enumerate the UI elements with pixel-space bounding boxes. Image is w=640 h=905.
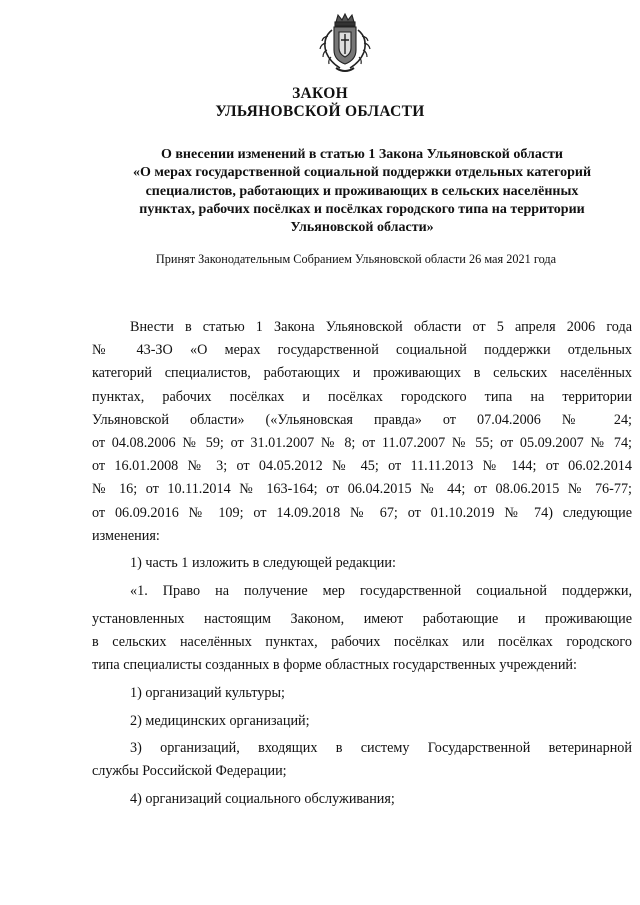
subject-line: Ульяновской области»	[290, 220, 434, 236]
body-line: от 06.09.2016 № 109; от 14.09.2018 № 67; от 01.10.2019 № 74) следующие	[92, 504, 632, 521]
list-item-continuation: службы Российской Федерации;	[92, 763, 287, 780]
body-line: № 43-ЗО «О мерах государственной социальной поддержки отдельных	[92, 342, 632, 359]
list-item: 3) организаций, входящих в систему Государственной ветеринарной	[130, 740, 632, 757]
quote-line: типа специалисты созданных в форме областных государственных учреждений:	[92, 657, 577, 674]
law-heading: ЗАКОН	[292, 85, 348, 102]
subject-line: пунктах, рабочих посёлках и посёлках городского типа на территории	[139, 201, 585, 217]
quote-line: установленных настоящим Законом, имеют работающие и проживающие	[92, 610, 632, 627]
list-item: 2) медицинских организаций;	[130, 712, 310, 729]
quote-line: «1. Право на получение мер государственной социальной поддержки,	[130, 583, 632, 600]
law-subject-title	[92, 146, 632, 237]
list-item: 1) часть 1 изложить в следующей редакции:	[130, 555, 396, 572]
quote-line: в сельских населённых пунктах, рабочих посёлках или посёлках городского	[92, 633, 632, 650]
subject-line: «О мерах государственной социальной поддержки отдельных категорий	[132, 165, 592, 181]
subject-line: О внесении изменений в статью 1 Закона Ульяновской области	[160, 147, 563, 162]
law-body	[92, 316, 632, 811]
body-line: Внести в статью 1 Закона Ульяновской области от 5 апреля 2006 года	[130, 319, 632, 335]
body-line: пунктах, рабочих посёлках и посёлках городского типа на территории	[92, 388, 632, 405]
region-heading: УЛЬЯНОВСКОЙ ОБЛАСТИ	[215, 103, 425, 120]
body-line: от 04.08.2006 № 59; от 31.01.2007 № 8; от 11.07.2007 № 55; от 05.09.2007 № 74;	[92, 434, 632, 451]
list-item: 1) организаций культуры;	[130, 684, 285, 701]
body-line: изменения:	[92, 527, 160, 544]
body-line: Ульяновской области» («Ульяновская правда» от 07.04.2006 № 24;	[92, 411, 632, 428]
list-item: 4) организаций социального обслуживания;	[130, 791, 395, 808]
coat-of-arms-emblem	[316, 12, 374, 76]
body-line: категорий специалистов, работающих и проживающих в сельских населённых	[92, 365, 632, 382]
body-line: от 16.01.2008 № 3; от 04.05.2012 № 45; от 11.11.2013 № 144; от 06.02.2014	[92, 458, 632, 475]
adoption-note: Принят Законодательным Собранием Ульяновской области 26 мая 2021 года	[155, 252, 557, 266]
body-line: № 16; от 10.11.2014 № 163-164; от 06.04.2015 № 44; от 08.06.2015 № 76-77;	[92, 481, 632, 498]
subject-line: специалистов, работающих и проживающих в сельских населённых	[145, 183, 579, 199]
